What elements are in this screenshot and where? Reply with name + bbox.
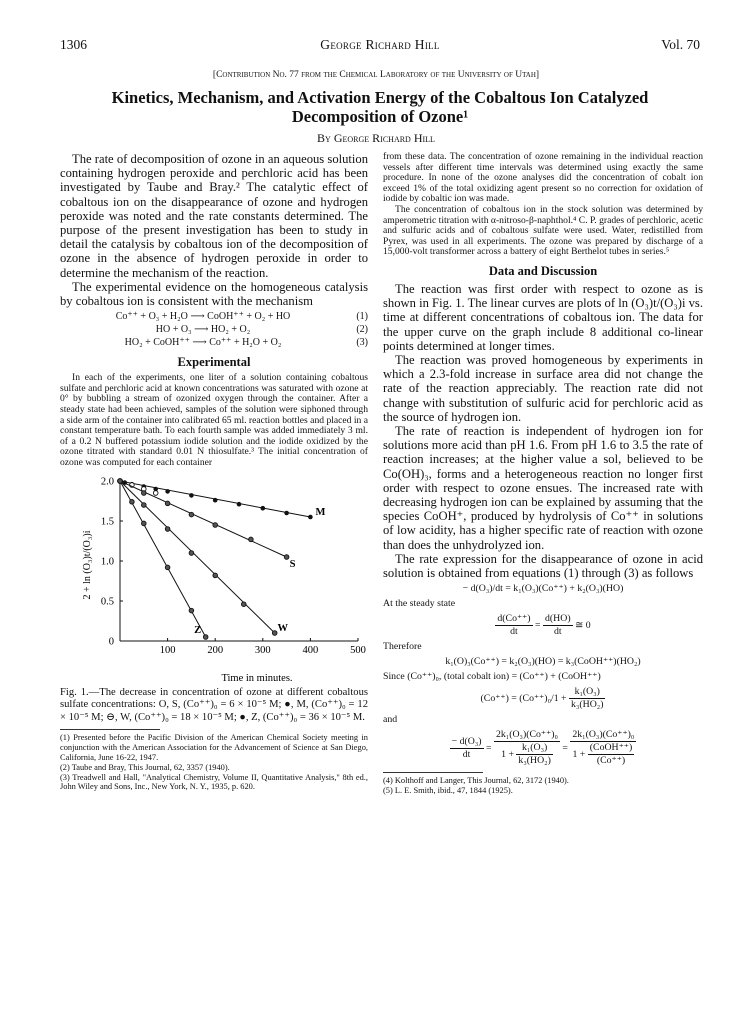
series-label-z: Z: [194, 624, 202, 636]
and-label: and: [383, 714, 398, 726]
data-discussion-heading: Data and Discussion: [488, 263, 598, 278]
data-point-m: [261, 505, 266, 510]
steady-state-label: At the steady state: [383, 598, 456, 610]
data-point-w: [241, 601, 246, 606]
figure-caption: Fig. 1.—The decrease in concentration of ozone at different cobaltous sulfate concentrations: O, S, (Co⁺⁺)₀ = 6 × 10⁻⁵ M; ●, M, (Co⁺⁺)₀ = 12 × 10⁻⁵ M; ⊖, W, (Co⁺⁺)₀ = 18 × 10⁻⁵ M; ●, Z, (Co⁺⁺)₀ = 36 × 10⁻⁵ M.: [60, 686, 368, 723]
page-number: 1306: [60, 37, 87, 52]
method-paragraph-1: from these data. The concentration of ozone remaining in the individual reaction vessels after different time intervals was determined using exactly the same procedure. In none of the ozone analyses did the concentration of cobalt ion exceed 1% of the total oxidizing agent present so no correction for oxidation of iodide by cobaltic ion was made.: [383, 151, 703, 205]
equation-1: [60, 310, 368, 323]
mechanism-equations: [60, 310, 368, 349]
data-point-o: [153, 490, 158, 495]
y-tick-label: 1.0: [100, 556, 114, 568]
y-tick-label: 0.5: [100, 596, 114, 608]
footnote-rule-right: [383, 772, 483, 773]
k-equation: k₁(O)₃(Co⁺⁺) = k₂(O₃)(HO) = k₃(CoOH⁺⁺)(HO₂): [445, 656, 641, 668]
footnote-4: (4) Kolthoff and Langer, This Journal, 62, 3172 (1940).: [383, 776, 569, 786]
cobalt-frac-den: k₃(HO₂): [571, 699, 604, 711]
experimental-heading: Experimental: [177, 355, 251, 370]
series-label-s: S: [289, 558, 296, 570]
byline: By George Richard Hill: [317, 131, 435, 145]
cobalt-frac-num: k₁(O₃): [569, 686, 605, 699]
series-label-w: W: [277, 622, 288, 634]
final-frac-3-inner: [588, 742, 634, 767]
rate-equation: − d(O₃)/dt = k₁(O₃)(Co⁺⁺) + k₂(O₃)(HO): [462, 583, 624, 595]
discussion-paragraph-2: The reaction was proved homogeneous by experiments in which a 2.3-fold increase in surface area did not change the rate of the reaction appreciably. The reaction rate did not change with substitution of sulfuric acid for perchloric acid as the source of hydrogen ion.: [383, 352, 703, 424]
final-frac-2: [494, 729, 560, 767]
data-point-z: [189, 608, 194, 613]
data-point-m: [189, 493, 194, 498]
equation-3: [60, 336, 368, 349]
steady-frac-1-num: d(Co⁺⁺): [497, 613, 531, 625]
y-axis-label: 2 + ln (O₃)t/(O₃)i: [82, 530, 93, 600]
equation-2: [60, 323, 368, 336]
equation-1-number: (1): [356, 311, 368, 323]
data-point-m: [284, 510, 289, 515]
volume-number: Vol. 70: [661, 37, 700, 52]
final-frac-1: [450, 736, 484, 761]
steady-frac-2-den: dt: [553, 626, 562, 638]
since-line: Since (Co⁺⁺)₀, (total cobalt ion) = (Co⁺⁺) + (CoOH⁺⁺): [383, 671, 601, 683]
cobalt-equation-lhs: (Co⁺⁺) = (Co⁺⁺)₀/1 +: [480, 692, 567, 704]
steady-frac-1: [495, 613, 532, 638]
final-frac-2-inner: [516, 742, 552, 767]
footnote-rule: [60, 729, 160, 730]
final-frac-3-num: 2k₁(O₃)(Co⁺⁺)₀: [572, 729, 635, 741]
final-frac-2-den: [494, 742, 560, 767]
steady-frac-2: [543, 613, 573, 638]
steady-frac-2-num: d(HO): [545, 613, 571, 625]
data-point-m: [308, 514, 313, 519]
footnote-3: (3) Treadwell and Hall, "Analytical Chemistry, Volume II, Quantitative Analysis," 8th ed., John Wiley and Sons, Inc., New York, N. Y., 1935, p. 620.: [60, 772, 368, 792]
data-point-s: [142, 490, 147, 495]
data-point-z: [118, 478, 123, 483]
intro-paragraph-2: The experimental evidence on the homogeneous catalysis by cobaltous ion is consistent with the mechanism: [60, 279, 368, 309]
right-column: [383, 152, 703, 796]
figure-1: [60, 473, 368, 685]
footnote-5: (5) L. E. Smith, ibid., 47, 1844 (1925).: [383, 786, 513, 795]
running-header: [60, 37, 700, 55]
data-point-m: [213, 497, 218, 502]
discussion-paragraph-4: The rate expression for the disappearance of ozone in acid solution is obtained from equations (1) through (3) as follows: [383, 551, 703, 580]
final-frac-2-num: 2k₁(O₃)(Co⁺⁺)₀: [495, 729, 558, 741]
equation-1-text: Co⁺⁺ + O₃ + H₂O ⟶ CoOH⁺⁺ + O₂ + HO: [115, 311, 291, 323]
cobalt-equation: [383, 686, 703, 711]
running-author: George Richard Hill: [320, 37, 440, 52]
data-point-z: [165, 565, 170, 570]
final-frac-1-den: dt: [462, 748, 471, 760]
rate-derivation: [383, 583, 703, 767]
y-tick-label: 2.0: [100, 476, 114, 488]
data-point-w: [213, 573, 218, 578]
x-axis-label: Time in minutes.: [221, 672, 293, 684]
equation-2-number: (2): [356, 324, 368, 336]
discussion-paragraph-1: The reaction was first order with respect to ozone as is shown in Fig. 1. The linear curves are plots of ln (O₃)t/(O₃)i vs. time at different concentrations of cobaltous ion. The data for the upper curve on the graph include 8 additional co-linear points determined at longer times.: [383, 281, 703, 353]
final-frac-3-den: [570, 742, 636, 767]
therefore-label: Therefore: [383, 641, 422, 653]
data-point-s: [213, 522, 218, 527]
data-point-w: [142, 502, 147, 507]
equation-3-text: HO₂ + CoOH⁺⁺ ⟶ Co⁺⁺ + H₂O + O₂: [124, 337, 282, 349]
footnote-1: (1) Presented before the Pacific Division of the American Chemical Society meeting in conjunction with the American Association for the Advancement of Science at San Diego, California, June 16-22, 1947.: [60, 733, 368, 762]
final-frac-2-den-pre: 1 +: [501, 748, 514, 760]
final-frac-2-inner-den: k₃(HO₂): [518, 755, 551, 767]
footnote-2: (2) Taube and Bray, This Journal, 62, 3357 (1940).: [60, 762, 230, 772]
y-tick-label: 0: [108, 636, 114, 648]
steady-rhs: ≅ 0: [575, 619, 591, 631]
x-tick-label: 300: [254, 644, 271, 656]
discussion-paragraph-3: The rate of reaction is independent of hydrogen ion for solutions more acid than pH 1.6. From pH 1.6 to 3.5 the rate of reaction increases; at the higher value a sol, believed to be Co(OH)₃, forms and a heterogeneous reaction no longer first order with respect to ozone ensues. The increased rate with decreasing hydrogen ion can be explained by assuming that the species CoOH⁺, produced by hydrolysis of Co⁺⁺ in solutions of low acidity, has a higher specific rate of reaction with ozone than does the unhydrolyzed ion.: [383, 423, 703, 552]
steady-state-equation: $\frac{d(Co^{++})}{dt}$ = $\frac{d(HO)}{dt}$ ≅ 0: [497, 613, 591, 638]
data-point-s: [284, 554, 289, 559]
final-rate-equation: $\frac{\text{− d(O₃)}}{dt}$ = 2k₁(O₃)(Co⁺⁺)₀ 1 + $\frac{\text{k₁(O₃)}}{\text{k₃(HO₂)}}$ = 2k₁(O₃)(Co⁺⁺)₀ 1 + $\frac{\text{(CoOH⁺⁺)}}{(Co^{++})}$: [451, 729, 635, 767]
final-frac-3-den-pre: 1 +: [572, 748, 586, 760]
article-title: Kinetics, Mechanism, and Activation Energy of the Cobaltous Ion Catalyzed Decomposition of Ozone¹: [111, 88, 649, 126]
intro-paragraph-1: The rate of decomposition of ozone in an aqueous solution containing hydrogen peroxide and perchloric acid has been investigated by Taube and Bray.² The catalytic effect of cobaltous ion on the disappearance of ozone and hydrogen peroxide was noted and the rate constants determined. The purpose of the present investigation has been to study in detail the catalysis by cobaltous ion of the decomposition of ozone in the absence of hydrogen peroxide in order to determine the mechanism of the reaction.: [60, 152, 368, 280]
y-tick-label: 1.5: [100, 516, 114, 528]
data-point-m: [165, 489, 170, 494]
data-point-w: [189, 550, 194, 555]
x-tick-label: 500: [350, 644, 366, 656]
data-point-m: [237, 501, 242, 506]
x-tick-label: 100: [159, 644, 176, 656]
data-point-s: [249, 537, 254, 542]
data-point-s: [189, 512, 194, 517]
series-label-m: M: [315, 506, 326, 518]
steady-frac-1-den: dt: [510, 626, 518, 638]
final-frac-3: [570, 729, 636, 767]
contribution-line: [Contribution No. 77 from the Chemical Laboratory of the University of Utah]: [212, 70, 540, 80]
data-point-z: [203, 634, 208, 639]
final-frac-2-inner-num: k₁(O₃): [516, 742, 552, 755]
equation-3-number: (3): [356, 337, 368, 349]
final-frac-1-num: − d(O₃): [451, 735, 482, 747]
data-point-z: [142, 521, 147, 526]
x-tick-label: 400: [302, 644, 319, 656]
final-frac-3-inner-num: (CoOH⁺⁺): [589, 742, 633, 754]
method-paragraph-2: The concentration of cobaltous ion in the stock solution was determined by amperometric titration with α-nitroso-β-naphthol.⁴ C. P. grades of perchloric, acetic and sulfuric acids and of cobaltous sulfate were used. Water, redistilled from Pyrex, was used in all experiments. The ozone was prepared by discharge of a 15,000-volt transformer across a battery of eight Berthelot tubes in series.⁵: [383, 203, 703, 258]
data-point-z: [130, 499, 135, 504]
data-point-s: [165, 501, 170, 506]
data-point-w: [272, 630, 277, 635]
data-point-w: [165, 526, 170, 531]
x-tick-label: 200: [207, 644, 224, 656]
final-frac-3-inner-den: (Co⁺⁺): [596, 755, 626, 767]
series-line-z: [120, 481, 206, 637]
equation-2-text: HO + O₃ ⟶ HO₂ + O₂: [155, 324, 251, 336]
figure-1-chart: [60, 473, 368, 685]
experimental-text: In each of the experiments, one liter of a solution containing cobaltous sulfate and perchloric acid at known concentrations was saturated with ozone at 0° by bubbling a stream of ozonized oxygen through the container. After a steady state had been achieved, samples of the solution were siphoned through a side arm of the container into calibrated 65 ml. reaction bottles and placed in a constant temperature bath. To each fourth sample was added immediately 3 ml. of a 0.2 N buffered potassium iodide solution and the iodide oxidized by the ozone titrated with standard 0.01 N thiosulfate.³ The initial concentration of ozone was computed for each container: [60, 372, 368, 468]
cobalt-frac: [569, 686, 605, 711]
left-column: [60, 152, 368, 792]
